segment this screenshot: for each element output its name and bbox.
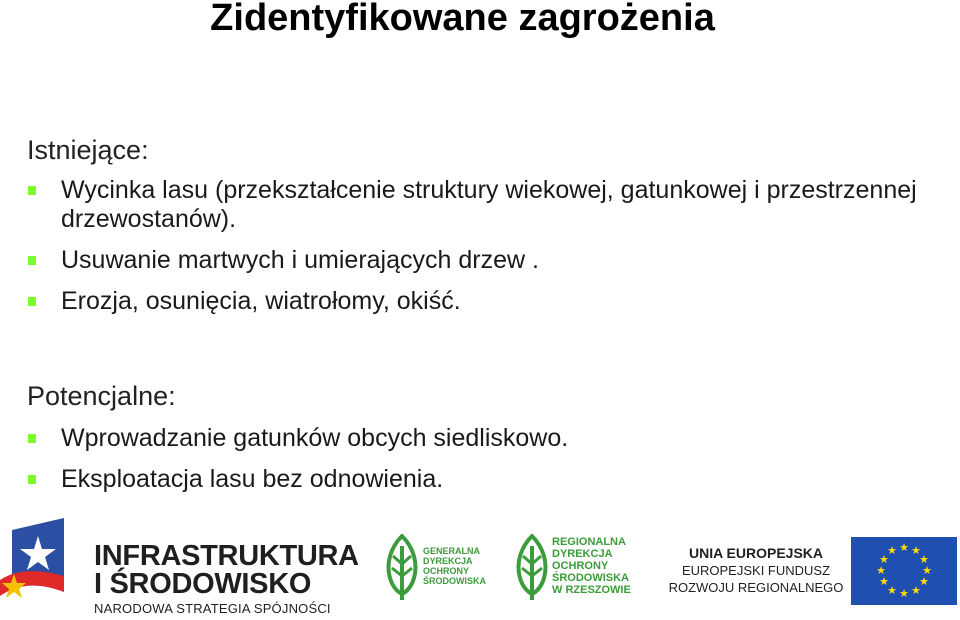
svg-text:★: ★ — [887, 544, 897, 557]
rdos-logo-text — [552, 536, 631, 596]
section-heading-potential: Potencjalne: — [27, 381, 176, 411]
logo-bar — [0, 512, 960, 619]
gdos-leaf-icon — [384, 534, 420, 602]
eu-flag-icon — [851, 537, 957, 605]
bullet-square-icon — [28, 434, 36, 443]
eu-line3: ROZWOJU REGIONALNEGO — [668, 580, 844, 595]
rdos-line: DYREKCJA — [552, 548, 613, 560]
svg-text:★: ★ — [899, 587, 909, 600]
list-item — [27, 176, 927, 234]
eu-line2: EUROPEJSKI FUNDUSZ — [681, 563, 831, 578]
svg-text:★: ★ — [879, 575, 889, 588]
section-heading-existing: Istniejące: — [27, 135, 149, 165]
svg-text:★: ★ — [899, 541, 909, 554]
list-item-text: Eksploatacja lasu bez odnowienia. — [61, 465, 444, 493]
rdos-leaf-icon — [514, 534, 550, 602]
infra-logo-line1: INFRASTRUKTURA — [94, 540, 359, 572]
bullet-square-icon — [28, 186, 36, 195]
list-item-text: Wycinka lasu (przekształcenie struktury wiekowej, gatunkowej i przestrzennej drzewostanów). — [61, 176, 917, 233]
gdos-logo-text — [423, 546, 486, 586]
infra-logo-line2: I ŚRODOWISKO — [94, 568, 312, 600]
gdos-line: ŚRODOWISKA — [423, 576, 486, 586]
bullet-square-icon — [28, 256, 36, 265]
svg-text:★: ★ — [887, 584, 897, 597]
bullet-square-icon — [28, 475, 36, 484]
list-item — [27, 465, 927, 494]
svg-text:★: ★ — [919, 553, 929, 566]
rdos-line: OCHRONY — [552, 560, 609, 572]
svg-text:★: ★ — [911, 544, 921, 557]
bullet-list-existing — [27, 176, 927, 328]
svg-text:★: ★ — [919, 575, 929, 588]
infrastruktura-logo — [94, 542, 359, 620]
list-item — [27, 424, 927, 453]
rdos-line: W RZESZOWIE — [552, 584, 631, 596]
svg-text:★: ★ — [911, 584, 921, 597]
list-item-text: Usuwanie martwych i umierających drzew . — [61, 246, 539, 274]
slide-title: Zidentyfikowane zagrożenia — [210, 0, 715, 39]
list-item — [27, 246, 927, 275]
svg-text:★: ★ — [879, 553, 889, 566]
infra-logo-line3: NARODOWA STRATEGIA SPÓJNOŚCI — [94, 601, 331, 616]
list-item-text: Erozja, osunięcia, wiatrołomy, okiść. — [61, 287, 461, 315]
eu-line1: UNIA EUROPEJSKA — [688, 545, 824, 561]
list-item — [27, 287, 927, 316]
rdos-line: REGIONALNA — [552, 536, 626, 548]
svg-text:★: ★ — [876, 564, 886, 577]
eu-fund-logo-text — [668, 544, 844, 596]
infrastruktura-emblem-icon — [0, 518, 70, 618]
bullet-list-potential — [27, 424, 927, 506]
list-item-text: Wprowadzanie gatunków obcych siedliskowo. — [61, 424, 569, 452]
rdos-line: ŚRODOWISKA — [552, 572, 629, 584]
svg-text:★: ★ — [922, 564, 932, 577]
gdos-line: DYREKCJA — [423, 556, 473, 566]
gdos-line: GENERALNA — [423, 546, 481, 556]
gdos-line: OCHRONY — [423, 566, 470, 576]
bullet-square-icon — [28, 297, 36, 306]
